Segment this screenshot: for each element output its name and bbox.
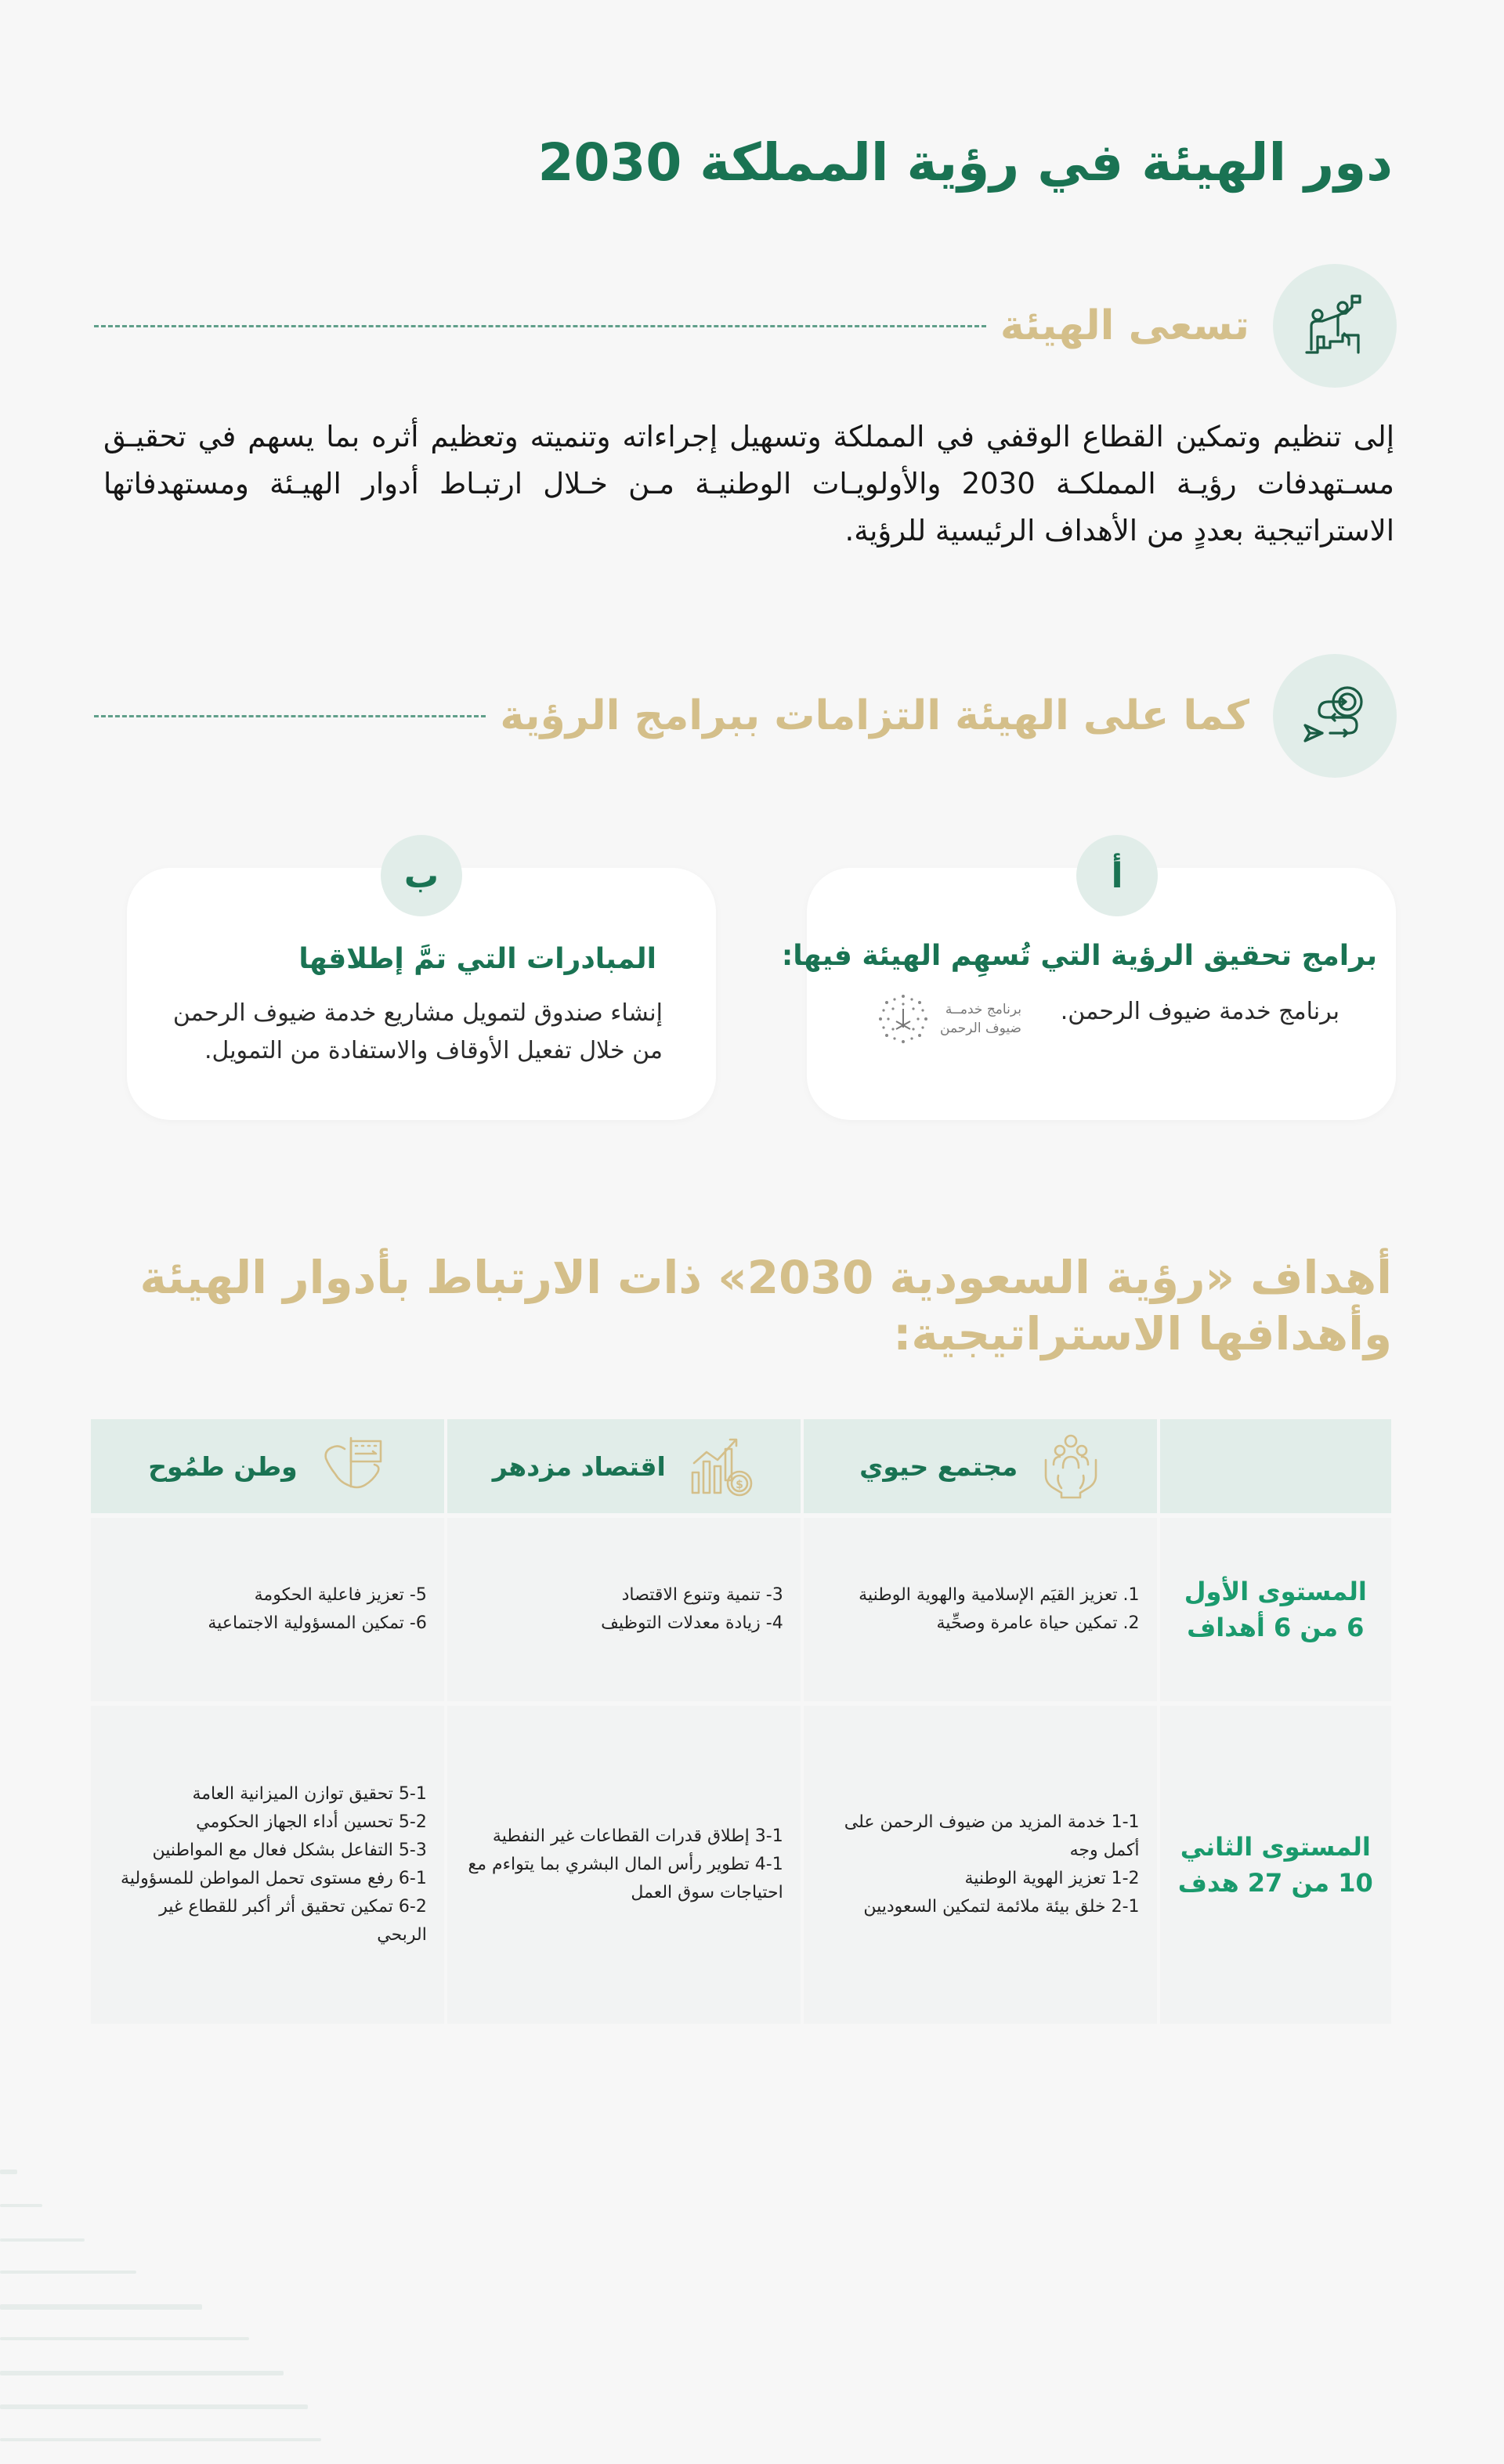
level-count: 10 من 27 هدف <box>1177 1868 1373 1898</box>
goal-item: 4- زيادة معدلات التوظيف <box>601 1613 783 1633</box>
column-header-level <box>1160 1419 1391 1518</box>
section-header-commitments <box>94 653 1397 779</box>
growth-chart-coin-icon <box>689 1433 755 1499</box>
decorative-line <box>0 2438 321 2441</box>
goal-list <box>821 1808 1140 1921</box>
decorative-line <box>0 2337 249 2340</box>
goal-item: 6-1 رفع مستوى تحمل المواطن للمسؤولية <box>121 1869 427 1888</box>
goal-item: 2-1 خلق بيئة ملائمة لتمكين السعوديين <box>863 1897 1140 1917</box>
goal-item: 3- تنمية وتنوع الاقتصاد <box>621 1585 783 1605</box>
goal-item: 4-1 تطوير رأس المال البشري بما يتواءم مع احتياجات سوق العمل <box>468 1855 783 1902</box>
goal-list <box>465 1823 783 1907</box>
column-header-vibrant-society <box>804 1419 1157 1518</box>
table-header-row <box>91 1419 1391 1518</box>
decorative-line <box>0 2304 202 2310</box>
goal-item: 5-2 تحسين أداء الجهاز الحكومي <box>196 1812 427 1832</box>
card-launched-initiatives <box>127 855 716 1120</box>
column-label: مجتمع حيوي <box>859 1451 1018 1482</box>
section-label: تسعى الهيئة <box>1000 302 1249 349</box>
card-badge: ب <box>381 835 462 916</box>
goal-item: 5-1 تحقيق توازن الميزانية العامة <box>192 1784 427 1804</box>
climbing-team-flag-icon <box>1273 264 1397 388</box>
column-header-ambitious-nation <box>91 1419 444 1518</box>
page-title: دور الهيئة في رؤية المملكة 2030 <box>537 132 1393 193</box>
section-header-strives <box>94 263 1397 388</box>
goal-list <box>821 1581 1140 1638</box>
goals-cell-vibrant-society <box>804 1518 1157 1706</box>
saudi-map-flag-icon <box>321 1433 387 1499</box>
goals-cell-thriving-economy <box>447 1518 801 1706</box>
card-badge: أ <box>1076 835 1158 916</box>
column-label: وطن طمُوح <box>148 1451 298 1482</box>
goals-cell-vibrant-society <box>804 1706 1157 2029</box>
card-vision-programs <box>781 855 1396 1120</box>
vision-goals-table <box>88 1419 1394 2029</box>
intro-paragraph: إلى تنظيم وتمكين القطاع الوقفي في المملكة وتسهيل إجراءاته وتنميته وتعظيم أثره بما يسهم في تحقيـق مسـتهدفات رؤيـة المملكـة 2030 والأولويـات الوطنيـة مـن خـلال ارتبـاط أدوار الهيـئة ومستهدفاتها الاستراتيجية بعددٍ من الأهداف الرئيسية للرؤية. <box>103 420 1394 547</box>
goals-cell-ambitious-nation <box>91 1706 444 2029</box>
card-body: برنامج خدمة ضيوف الرحمن. <box>1060 998 1340 1025</box>
goal-item: 5-3 التفاعل بشكل فعال مع المواطنين <box>152 1841 427 1860</box>
level-cell <box>1160 1518 1391 1706</box>
level-cell <box>1160 1706 1391 2029</box>
goal-list <box>108 1780 427 1949</box>
table-row-level-2 <box>91 1706 1391 2029</box>
svg-text:$: $ <box>735 1479 743 1491</box>
goals-cell-ambitious-nation <box>91 1518 444 1706</box>
card-title: برامج تحقيق الرؤية التي تُسهِم الهيئة فيها: <box>781 940 1377 972</box>
goal-item: 1. تعزيز القيَم الإسلامية والهوية الوطنية <box>859 1585 1140 1605</box>
decorative-line <box>0 2371 284 2375</box>
goal-item: 1-1 خدمة المزيد من ضيوف الرحمن على أكمل وجه <box>844 1812 1140 1860</box>
goal-item: 3-1 إطلاق قدرات القطاعات غير النفطية <box>492 1826 783 1846</box>
decorative-line <box>0 2204 42 2207</box>
goal-item: 6- تمكين المسؤولية الاجتماعية <box>208 1613 427 1633</box>
column-label: اقتصاد مزدهر <box>492 1451 666 1482</box>
decorative-line <box>0 2271 136 2274</box>
dashed-divider <box>94 325 986 327</box>
card-title: المبادرات التي تمَّ إطلاقها <box>298 943 656 975</box>
goal-list <box>108 1581 427 1638</box>
goal-item: 1-2 تعزيز الهوية الوطنية <box>964 1869 1140 1888</box>
target-path-plane-icon <box>1273 654 1397 778</box>
decorative-line <box>0 2170 17 2174</box>
logo-text <box>940 1000 1021 1038</box>
logo-line1: برنامج خدمــة <box>945 1002 1021 1017</box>
level-name: المستوى الثاني <box>1180 1832 1371 1862</box>
goal-list <box>465 1581 783 1638</box>
hand-holding-people-icon <box>1041 1433 1101 1499</box>
card-body: إنشاء صندوق لتمويل مشاريع خدمة ضيوف الرحمن من خلال تفعيل الأوقاف والاستفادة من التمويل. <box>172 999 663 1064</box>
goals-cell-thriving-economy <box>447 1706 801 2029</box>
decorative-line <box>0 2404 308 2409</box>
level-count: 6 من 6 أهداف <box>1187 1613 1365 1642</box>
goals-title: أهداف «رؤية السعودية 2030» ذات الارتباط بأدوار الهيئة وأهدافها الاستراتيجية: <box>139 1251 1392 1360</box>
level-name: المستوى الأول <box>1184 1577 1367 1606</box>
decorative-line <box>0 2238 85 2242</box>
section-label: كما على الهيئة التزامات ببرامج الرؤية <box>500 692 1249 739</box>
table-row-level-1 <box>91 1518 1391 1706</box>
goal-item: 2. تمكين حياة عامرة وصحِّية <box>936 1613 1140 1633</box>
logo-line2: ضيوف الرحمن <box>940 1021 1021 1036</box>
goal-item: 6-2 تمكين تحقيق أثر أكبر للقطاع غير الربحي <box>159 1897 427 1945</box>
pilgrims-program-logo <box>877 993 1021 1045</box>
dashed-divider <box>94 715 486 717</box>
pilgrims-program-logo-icon <box>877 993 929 1045</box>
column-header-thriving-economy <box>447 1419 801 1518</box>
goal-item: 5- تعزيز فاعلية الحكومة <box>254 1585 427 1605</box>
